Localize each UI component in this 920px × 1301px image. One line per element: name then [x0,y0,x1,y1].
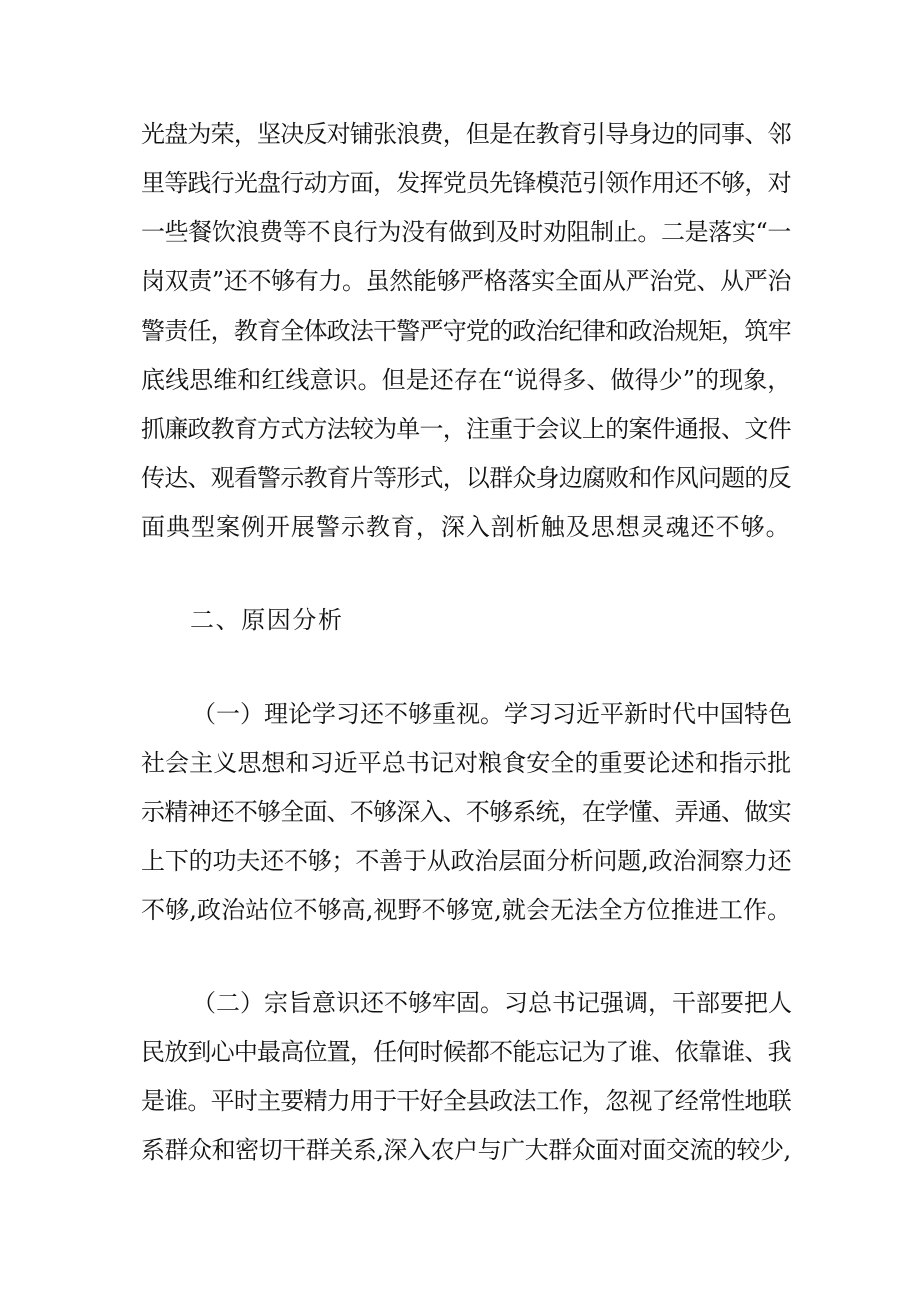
paragraph-1-line-5: 警责任，教育全体政法干警严守党的政治纪律和政治规矩，筑牢 [141,317,791,345]
paragraph-1-line-7: 抓廉政教育方式方法较为单一，注重于会议上的案件通报、文件 [141,415,791,443]
paragraph-2-line-4: 上下的功夫还不够；不善于从政治层面分析问题,政治洞察力还 [141,847,792,875]
paragraph-2-line-1: （一）理论学习还不够重视。学习习近平新时代中国特色 [192,700,792,728]
paragraph-1-line-9: 面典型案例开展警示教育，深入剖析触及思想灵魂还不够。 [141,513,791,541]
paragraph-1-line-8: 传达、观看警示教育片等形式，以群众身边腐败和作风问题的反 [141,464,791,492]
paragraph-2-line-2: 社会主义思想和习近平总书记对粮食安全的重要论述和指示批 [141,749,792,777]
paragraph-3-line-4: 系群众和密切干群关系,深入农户与广大群众面对面交流的较少, [141,1136,791,1164]
paragraph-3-line-2: 民放到心中最高位置，任何时候都不能忘记为了谁、依靠谁、我 [141,1038,791,1066]
paragraph-1-line-6: 底线思维和红线意识。但是还存在“说得多、做得少”的现象， [141,366,792,394]
section-heading: 二、原因分析 [190,606,344,634]
paragraph-1-line-3: 一些餐饮浪费等不良行为没有做到及时劝阻制止。二是落实“一 [141,218,792,246]
paragraph-1-line-1: 光盘为荣，坚决反对铺张浪费，但是在教育引导身边的同事、邻 [141,120,791,148]
paragraph-3-line-3: 是谁。平时主要精力用于干好全县政法工作，忽视了经常性地联 [141,1087,791,1115]
paragraph-1-line-2: 里等践行光盘行动方面，发挥党员先锋模范引领作用还不够，对 [141,169,791,197]
paragraph-2-line-5: 不够,政治站位不够高,视野不够宽,就会无法全方位推进工作。 [141,896,792,924]
paragraph-1-line-4: 岗双责”还不够有力。虽然能够严格落实全面从严治党、从严治 [141,267,792,295]
paragraph-3-line-1: （二）宗旨意识还不够牢固。习总书记强调，干部要把人 [192,989,792,1017]
paragraph-2-line-3: 示精神还不够全面、不够深入、不够系统，在学懂、弄通、做实 [141,798,791,826]
